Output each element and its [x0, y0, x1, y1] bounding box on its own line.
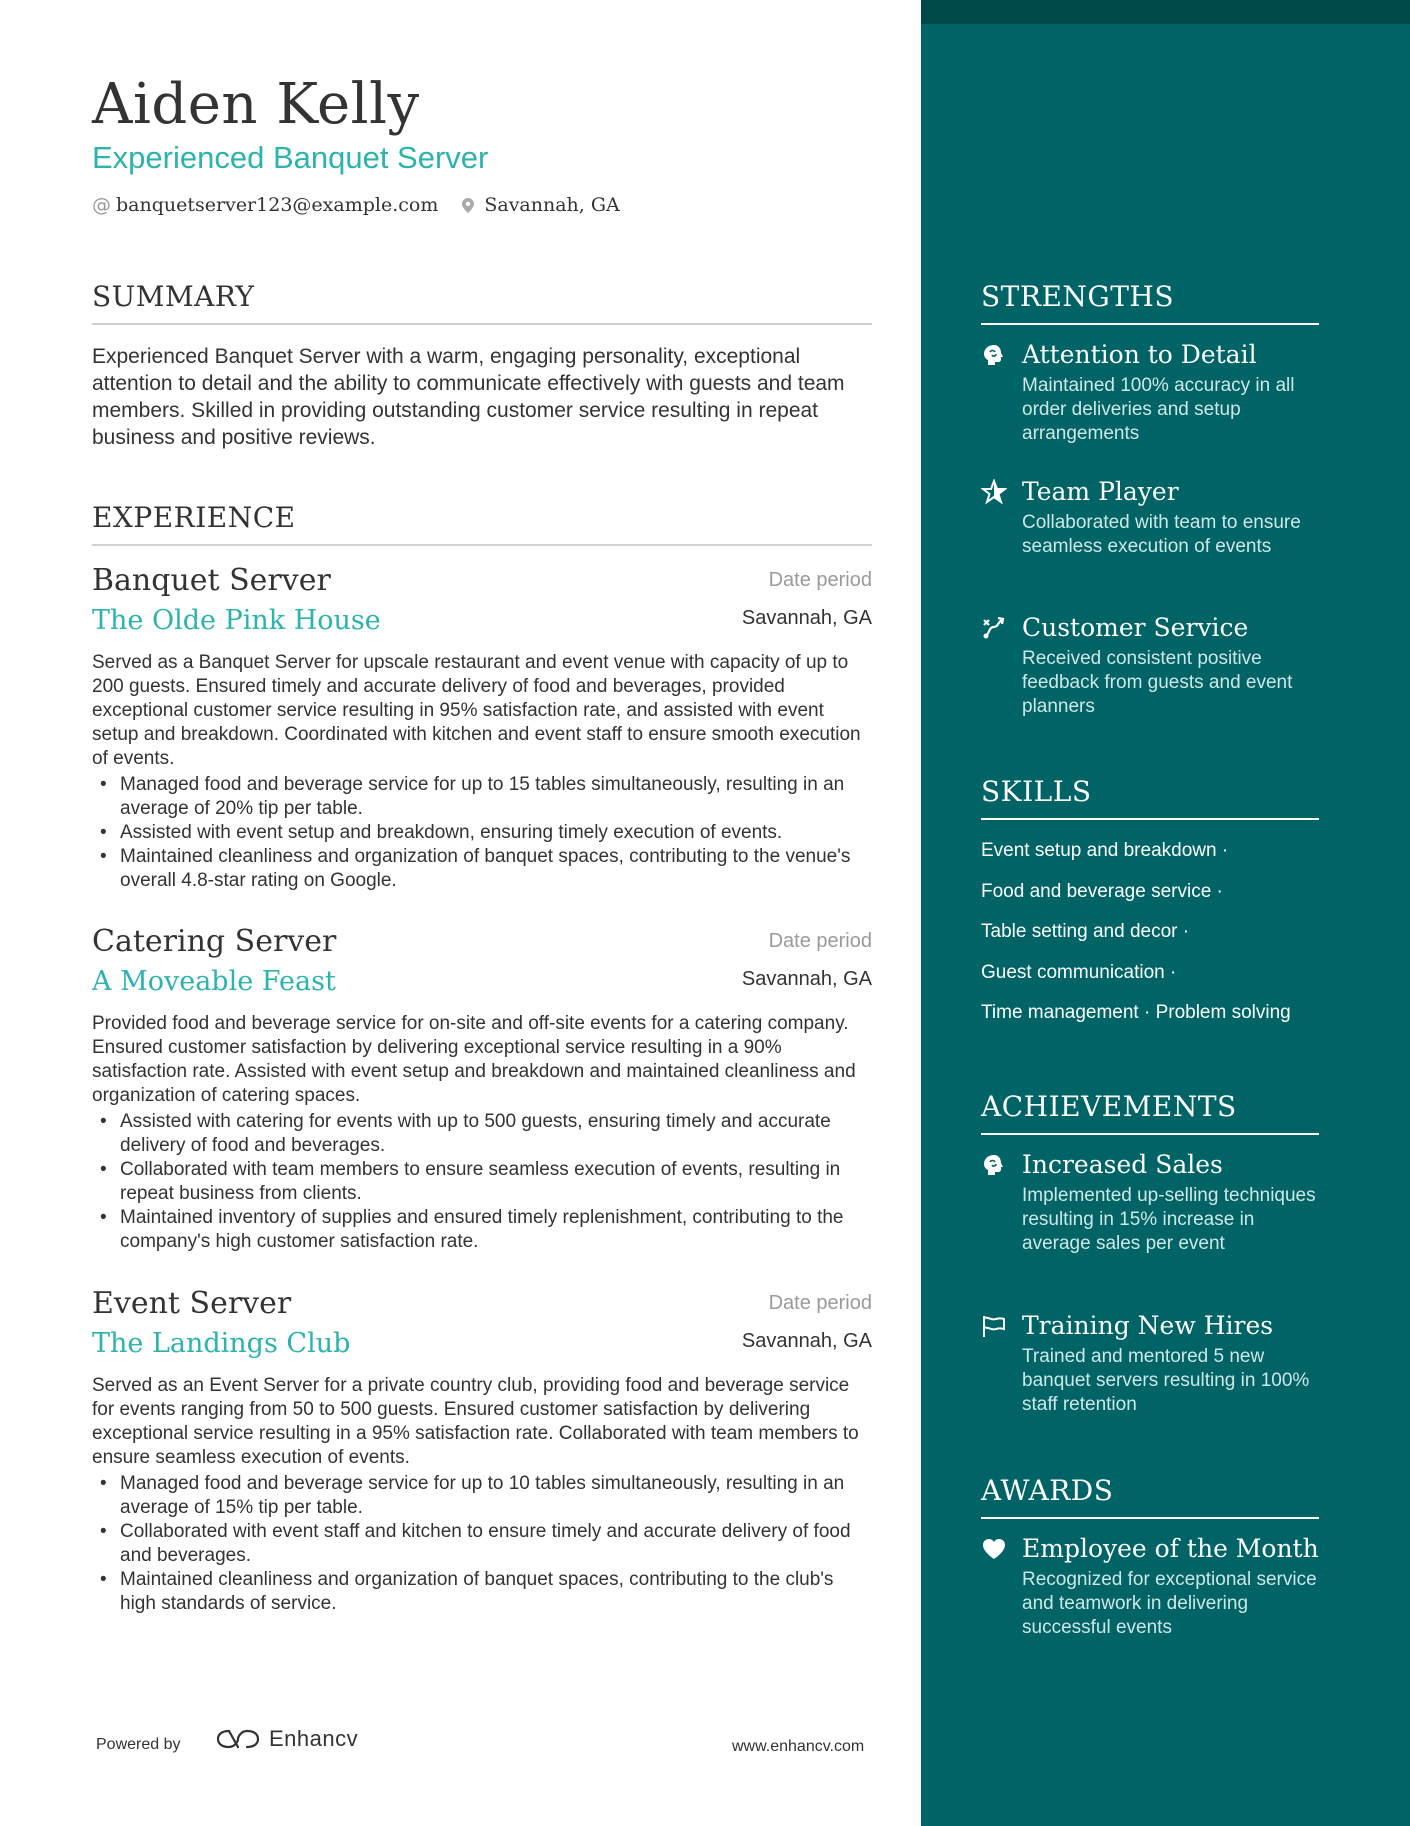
enhancv-logo-icon [215, 1727, 261, 1751]
footer-url-link[interactable]: www.enhancv.com [732, 1738, 865, 1755]
job-bullet: • Maintained inventory of supplies and ensured timely replenishment, contributing to the company's high customer satisfaction rate. [92, 1206, 872, 1254]
job-location: Savannah, GA [741, 607, 872, 629]
strength-desc: Received consistent positive feedback from guests and event planners [1022, 648, 1293, 717]
job-bullet: • Collaborated with event staff and kitchen to ensure timely and accurate delivery of food and beverages. [92, 1520, 872, 1568]
job-date: Date period [768, 930, 872, 952]
skill-item: Event setup and breakdown · [981, 840, 1229, 861]
achievements-heading: ACHIEVEMENTS [981, 1090, 1319, 1135]
email-link[interactable]: banquetserver123@example.com [116, 194, 439, 216]
job-bullet: • Managed food and beverage service for up to 15 tables simultaneously, resulting in an average of 20% tip per table. [92, 773, 872, 821]
award-desc: Recognized for exceptional service and teamwork in delivering successful events [1022, 1569, 1317, 1638]
flag-icon [981, 1313, 1007, 1339]
award-item [981, 1532, 1319, 1640]
job-bullet: • Maintained cleanliness and organization of banquet spaces, contributing to the club's high standards of service. [92, 1568, 872, 1616]
footer-powered-by: Powered by [96, 1736, 181, 1753]
job-bullets [92, 1110, 872, 1254]
strengths-heading: STRENGTHS [981, 280, 1319, 325]
strength-title: Team Player [1022, 477, 1179, 506]
job-bullet: • Maintained cleanliness and organization of banquet spaces, contributing to the venue's overall 4.8-star rating on Google. [92, 845, 872, 893]
enhancv-logo-text: Enhancv [269, 1726, 359, 1751]
summary-text: Experienced Banquet Server with a warm, engaging personality, exceptional attention to detail and the ability to communicate effectively with guests and team members. Skilled in providing outstanding customer service resulting in repeat business and positive reviews. [92, 345, 845, 449]
achievement-item [981, 1148, 1319, 1256]
achievement-title: Increased Sales [1022, 1150, 1223, 1179]
sidebar [921, 0, 1410, 1826]
skill-item: Table setting and decor · [981, 921, 1190, 942]
job-role: Event Server [92, 1286, 292, 1321]
achievement-item [981, 1309, 1319, 1417]
location-text: Savannah, GA [484, 194, 620, 216]
achievement-desc: Implemented up-selling techniques resulting in 15% increase in average sales per event [1022, 1185, 1316, 1254]
brain-icon [981, 342, 1007, 368]
achievement-desc: Trained and mentored 5 new banquet servers resulting in 100% staff retention [1022, 1346, 1310, 1415]
job-bullet: • Collaborated with team members to ensure seamless execution of events, resulting in repeat business from clients. [92, 1158, 872, 1206]
contact-row [92, 194, 620, 216]
skill-item: Food and beverage service · [981, 881, 1223, 902]
strength-title: Customer Service [1022, 613, 1249, 642]
skill-item: Guest communication · [981, 962, 1177, 983]
job-entry [92, 563, 872, 893]
job-entry [92, 1286, 872, 1616]
job-date: Date period [768, 1292, 872, 1314]
strength-item [981, 475, 1319, 559]
heart-icon [981, 1536, 1007, 1562]
enhancv-logo[interactable] [215, 1726, 358, 1752]
job-location: Savannah, GA [741, 968, 872, 990]
job-bullet: • Assisted with event setup and breakdown, ensuring timely execution of events. [92, 821, 872, 845]
job-bullets [92, 773, 872, 893]
route-icon [981, 615, 1007, 641]
summary-heading: SUMMARY [92, 280, 872, 325]
job-description: Provided food and beverage service for on-site and off-site events for a catering company. Ensured customer satisfaction by delivering exceptional service resulting in a 90% satisfaction rate. Assisted with event setup and breakdown and maintained cleanliness and organization of catering spaces. [92, 1013, 856, 1106]
candidate-title: Experienced Banquet Server [92, 140, 489, 175]
strength-item [981, 338, 1319, 446]
job-role: Catering Server [92, 924, 337, 959]
achievement-title: Training New Hires [1022, 1311, 1274, 1340]
candidate-name: Aiden Kelly [92, 72, 420, 137]
sidebar-top-bar [921, 0, 1410, 24]
award-title: Employee of the Month [1022, 1534, 1319, 1563]
experience-heading: EXPERIENCE [92, 501, 872, 546]
awards-heading: AWARDS [981, 1474, 1319, 1519]
skills-heading: SKILLS [981, 775, 1319, 820]
job-company: The Olde Pink House [92, 605, 381, 636]
job-location: Savannah, GA [741, 1330, 872, 1352]
star-icon [981, 479, 1007, 505]
strength-item [981, 611, 1319, 719]
job-company: The Landings Club [92, 1328, 351, 1359]
brain-icon [981, 1152, 1007, 1178]
job-date: Date period [768, 569, 872, 591]
strength-desc: Maintained 100% accuracy in all order deliveries and setup arrangements [1022, 375, 1295, 444]
job-description: Served as a Banquet Server for upscale restaurant and event venue with capacity of up to 200 guests. Ensured timely and accurate delivery of food and beverages, provided exceptional customer service resulting in 95% satisfaction rate, and assisted with event setup and breakdown. Coordinated with kitchen and event staff to ensure smooth execution of events. [92, 652, 861, 769]
skill-item: Time management · Problem solving [981, 1002, 1291, 1023]
job-bullet: • Managed food and beverage service for up to 10 tables simultaneously, resulting in an average of 15% tip per table. [92, 1472, 872, 1520]
job-bullets [92, 1472, 872, 1616]
location-pin-icon [462, 198, 474, 213]
at-icon: @ [92, 194, 111, 216]
job-bullet: • Assisted with catering for events with up to 500 guests, ensuring timely and accurate delivery of food and beverages. [92, 1110, 872, 1158]
job-company: A Moveable Feast [92, 966, 336, 997]
job-entry [92, 924, 872, 1254]
strength-title: Attention to Detail [1022, 340, 1257, 369]
job-role: Banquet Server [92, 563, 331, 598]
strength-desc: Collaborated with team to ensure seamless execution of events [1022, 512, 1301, 557]
job-description: Served as an Event Server for a private country club, providing food and beverage service for events ranging from 50 to 500 guests. Ensured customer satisfaction by delivering exceptional service resulting in a 95% satisfaction rate. Collaborated with team members to ensure seamless execution of events. [92, 1375, 859, 1468]
